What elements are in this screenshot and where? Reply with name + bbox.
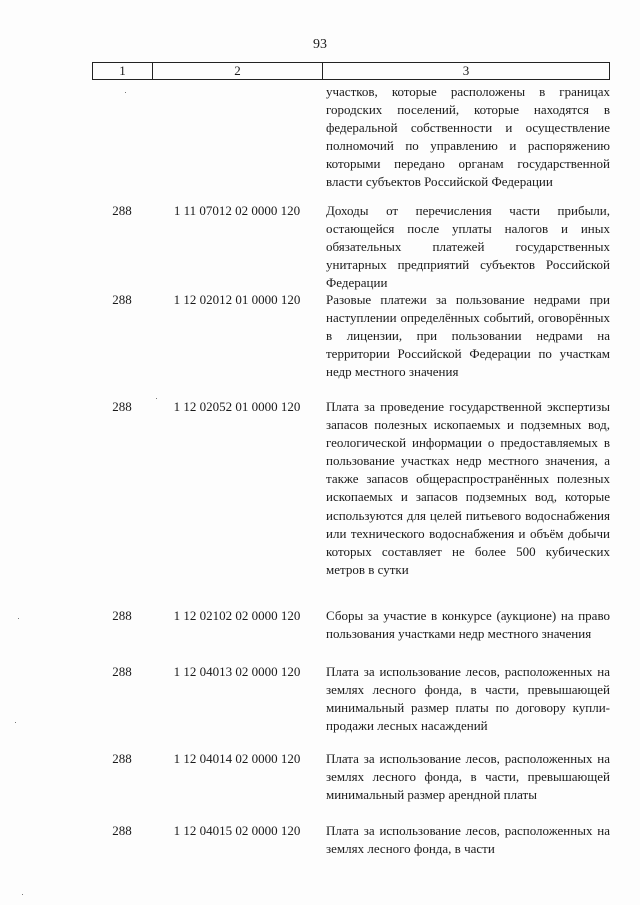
- header-col-2: 2: [153, 63, 323, 79]
- scan-speck: [125, 92, 126, 93]
- table-row: [92, 663, 610, 750]
- admin-code: 288: [112, 292, 132, 307]
- budget-code: 1 12 04013 02 0000 120: [173, 664, 301, 679]
- table-row: [92, 83, 610, 202]
- scan-speck: [156, 398, 157, 399]
- scan-speck: [15, 722, 16, 723]
- scan-speck: [18, 618, 19, 619]
- budget-code: 1 12 04014 02 0000 120: [173, 751, 301, 766]
- table-header: [92, 62, 610, 80]
- revenue-description: Плата за использование лесов, расположенных на землях лесного фонда, в части: [326, 823, 610, 857]
- revenue-description: Сборы за участие в конкурсе (аукционе) на право пользования участками недр местного значения: [326, 608, 610, 642]
- table-row: [92, 202, 610, 291]
- revenue-description: Разовые платежи за пользование недрами при наступлении определённых событий, оговорённых в лицензии, при пользовании недрами на территории Российской Федерации по участкам недр местного значения: [326, 292, 610, 380]
- revenue-description: участков, которые расположены в границах городских поселений, которые находятся в федеральной собственности и осуществление полномочий по управлению и распоряжению которыми передано органам государственной власти субъектов Российской Федерации: [326, 84, 610, 190]
- header-col-3: 3: [462, 63, 470, 78]
- page-number: 93: [313, 37, 327, 52]
- admin-code: 288: [112, 823, 132, 838]
- revenue-description: Плата за использование лесов, расположенных на землях лесного фонда, в части, превышающей минимальный размер платы по договору купли-продажи лесных насаждений: [326, 664, 610, 734]
- budget-code: 1 11 07012 02 0000 120: [173, 203, 301, 218]
- table-row: [92, 398, 610, 607]
- table-body: [92, 83, 610, 862]
- header-col-1: 1: [93, 63, 153, 79]
- admin-code: 288: [112, 664, 132, 679]
- budget-code: 1 12 02102 02 0000 120: [173, 608, 301, 623]
- table-row: [92, 291, 610, 398]
- table-row: [92, 750, 610, 822]
- revenue-description: Доходы от перечисления части прибыли, остающейся после уплаты налогов и иных обязательных платежей государственных унитарных предприятий субъектов Российской Федерации: [326, 203, 610, 291]
- admin-code: [92, 83, 152, 202]
- revenue-description: Плата за проведение государственной экспертизы запасов полезных ископаемых и подземных вод, геологической информации о предоставляемых в пользование участках недр местного значения, а также запасов общераспространённых полезных ископаемых и запасов подземных вод, которые используются для целей питьевого водоснабжения или технического водоснабжения и объём добычи которых составляет не более 500 кубических метров в сутки: [326, 399, 610, 577]
- admin-code: 288: [112, 399, 132, 414]
- admin-code: 288: [112, 203, 132, 218]
- budget-code: 1 12 02052 01 0000 120: [173, 399, 301, 414]
- budget-code: 1 12 02012 01 0000 120: [173, 292, 301, 307]
- budget-code: [152, 83, 322, 202]
- table-row: [92, 607, 610, 663]
- table-row: [92, 822, 610, 862]
- budget-code: 1 12 04015 02 0000 120: [173, 823, 301, 838]
- revenue-description: Плата за использование лесов, расположенных на землях лесного фонда, в части, превышающей минимальный размер арендной платы: [326, 751, 610, 803]
- admin-code: 288: [112, 608, 132, 623]
- scan-speck: [22, 894, 23, 895]
- admin-code: 288: [112, 751, 132, 766]
